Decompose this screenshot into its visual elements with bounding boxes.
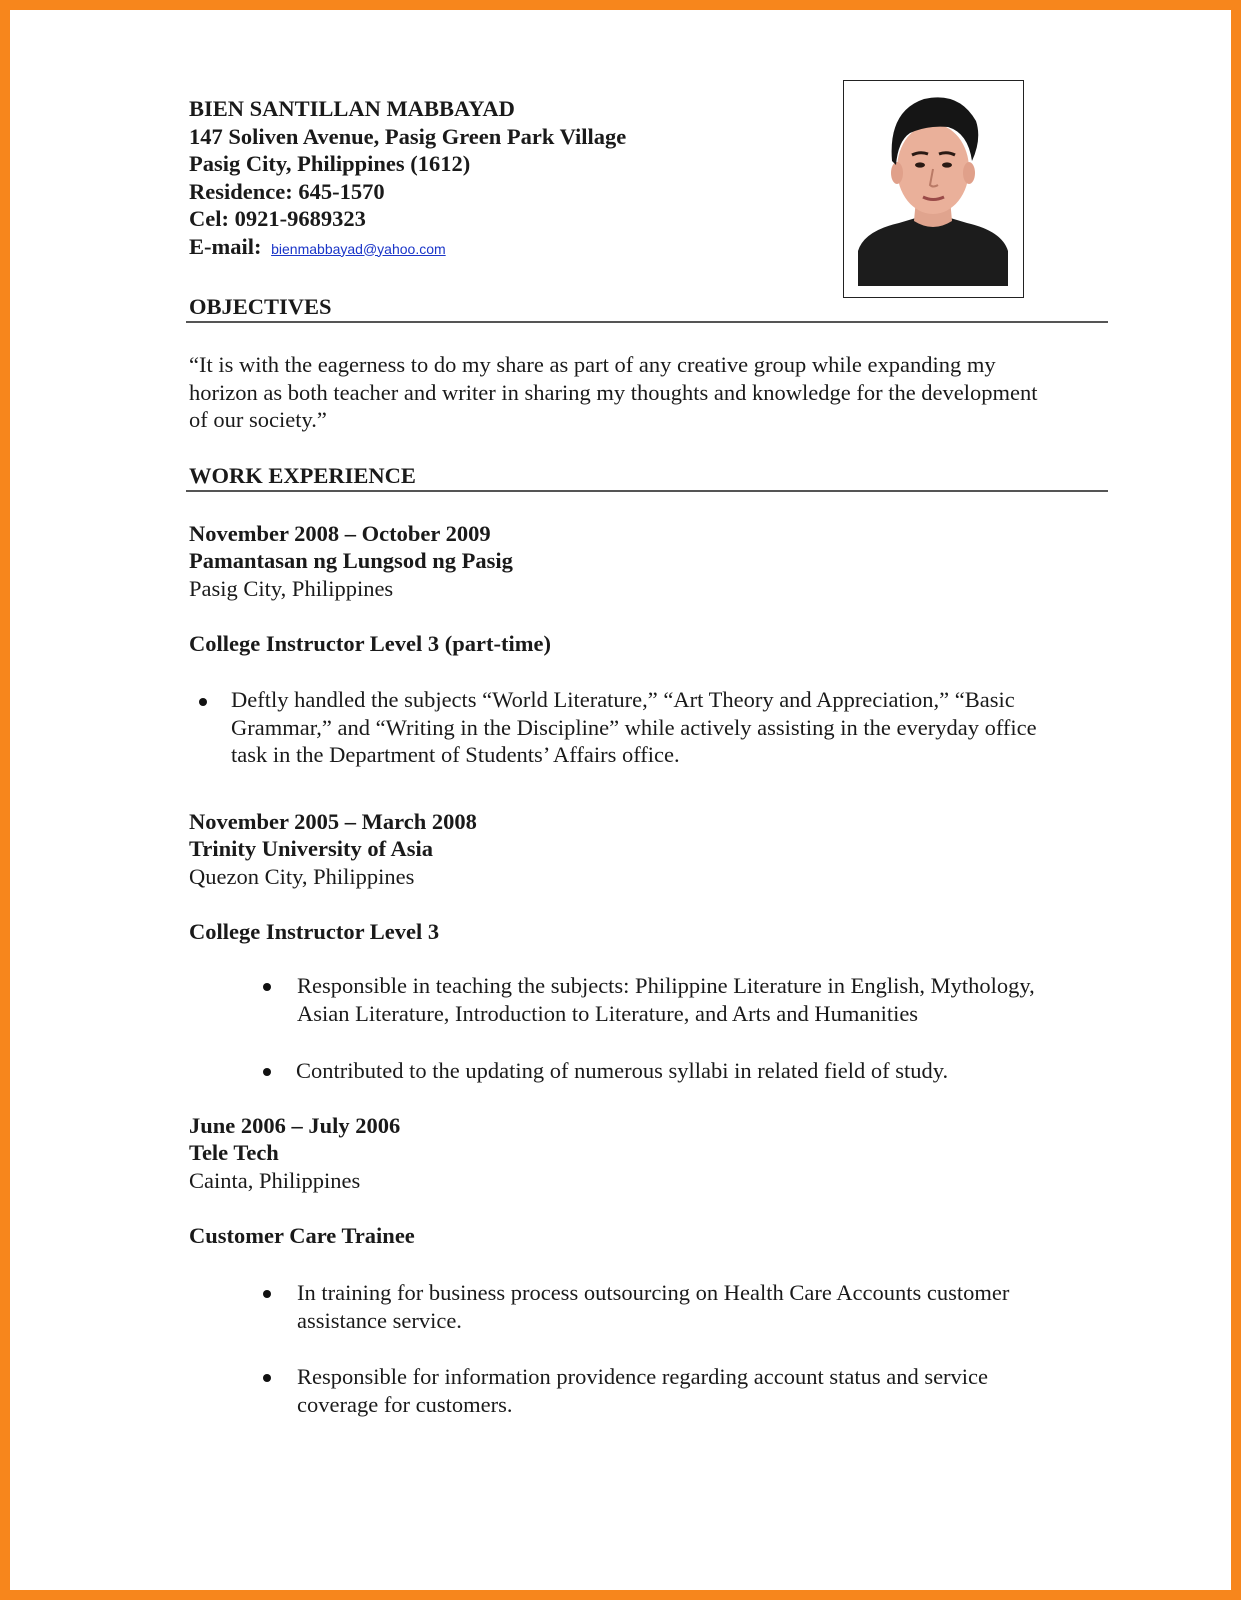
bullet-icon xyxy=(263,1374,271,1382)
job-position: Customer Care Trainee xyxy=(189,1223,415,1248)
bullet-line: assistance service. xyxy=(297,1307,462,1333)
job-bullet xyxy=(297,972,1035,1027)
job-position: College Instructor Level 3 (part-time) xyxy=(189,631,551,656)
job-bullet xyxy=(296,1057,948,1085)
job-employer: Pamantasan ng Lungsod ng Pasig xyxy=(189,548,513,573)
bullet-line: task in the Department of Students’ Affairs office. xyxy=(231,742,680,767)
job-position: College Instructor Level 3 xyxy=(189,919,440,944)
residence-phone: Residence: 645-1570 xyxy=(189,178,385,204)
job-dates: November 2008 – October 2009 xyxy=(189,521,491,546)
cell-phone: Cel: 0921-9689323 xyxy=(189,206,366,231)
bullet-line: In training for business process outsourcing on Health Care Accounts customer xyxy=(297,1280,1010,1305)
objectives-heading: OBJECTIVES xyxy=(189,294,332,319)
bullet-icon xyxy=(199,698,207,706)
contact-block xyxy=(189,95,626,263)
job-dates: June 2006 – July 2006 xyxy=(189,1113,401,1138)
job-bullet xyxy=(297,1279,1009,1334)
objectives-line: horizon as both teacher and writer in sharing my thoughts and knowledge for the development xyxy=(189,379,1038,405)
bullet-line: Contributed to the updating of numerous syllabi in related field of study. xyxy=(296,1058,949,1083)
bullet-line: Responsible in teaching the subjects: Philippine Literature in English, Mythology, xyxy=(297,973,1035,998)
applicant-name: BIEN SANTILLAN MABBAYAD xyxy=(189,96,515,121)
bullet-icon xyxy=(263,983,271,991)
address-line-2: Pasig City, Philippines (1612) xyxy=(189,151,471,176)
bullet-icon xyxy=(263,1290,271,1298)
work-experience-heading: WORK EXPERIENCE xyxy=(189,463,416,488)
job-employer: Trinity University of Asia xyxy=(189,836,433,861)
objectives-line: “It is with the eagerness to do my share as part of any creative group while expanding my xyxy=(189,352,996,377)
bullet-line: Deftly handled the subjects “World Literature,” “Art Theory and Appreciation,” “Basic xyxy=(231,687,1015,712)
bullet-icon xyxy=(263,1068,271,1076)
job-employer: Tele Tech xyxy=(189,1140,279,1165)
job-location: Quezon City, Philippines xyxy=(189,864,415,889)
bullet-line: coverage for customers. xyxy=(297,1391,513,1417)
bullet-line: Grammar,” and “Writing in the Discipline” while actively assisting in the everyday office xyxy=(231,714,1037,740)
portrait-icon xyxy=(844,81,1022,296)
email-line xyxy=(189,233,626,264)
job-bullet xyxy=(297,1363,988,1418)
objectives-text xyxy=(189,351,1109,434)
bullet-line: Asian Literature, Introduction to Literature, and Arts and Humanities xyxy=(297,1000,919,1026)
bullet-line: Responsible for information providence regarding account status and service xyxy=(297,1364,989,1389)
objectives-line: of our society.” xyxy=(189,407,327,432)
job-dates: November 2005 – March 2008 xyxy=(189,809,477,834)
objectives-divider xyxy=(186,321,1108,323)
email-link[interactable]: bienmabbayad@yahoo.com xyxy=(271,240,446,257)
job-location: Pasig City, Philippines xyxy=(189,576,394,601)
address-line-1: 147 Soliven Avenue, Pasig Green Park Village xyxy=(189,123,627,149)
email-label: E-mail: xyxy=(189,233,262,259)
job-location: Cainta, Philippines xyxy=(189,1168,361,1193)
profile-photo xyxy=(843,80,1024,298)
job-bullet xyxy=(231,686,1037,769)
work-experience-divider xyxy=(186,490,1108,492)
